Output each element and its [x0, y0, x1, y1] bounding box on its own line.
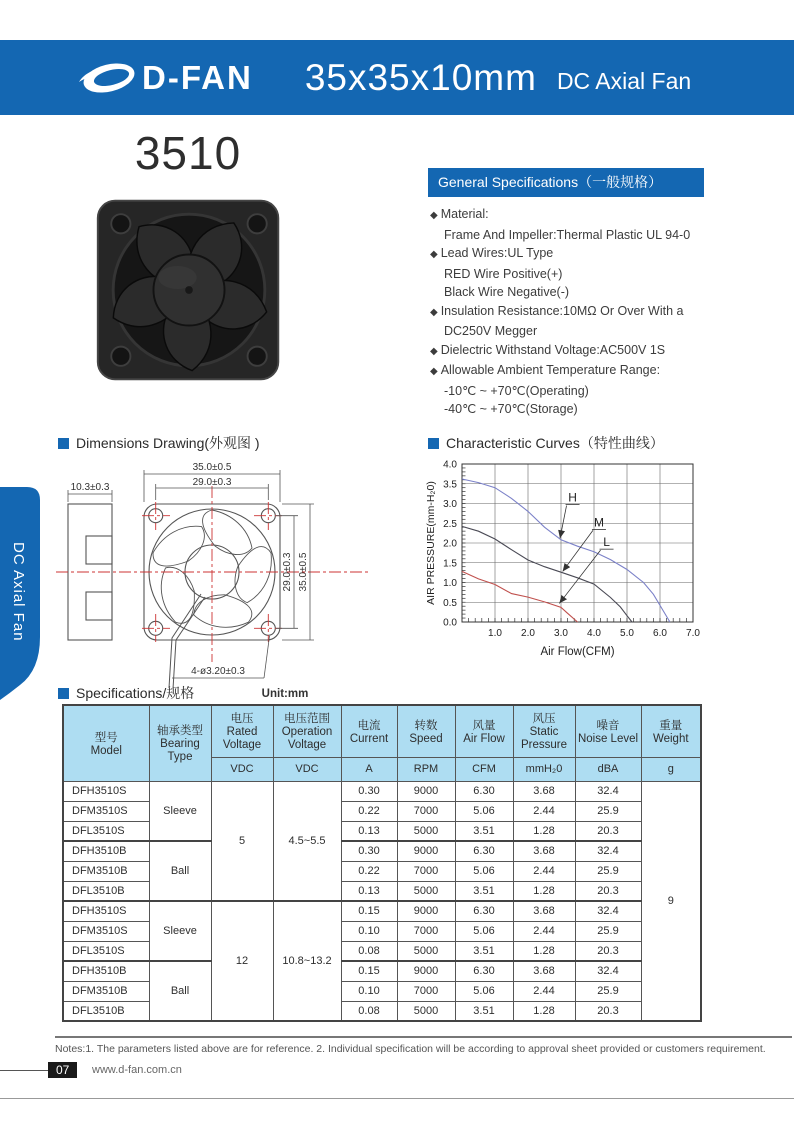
spec-item: RED Wire Positive(+) [444, 266, 563, 281]
current-cell: 0.13 [341, 821, 397, 841]
air-flow-cell: 6.30 [455, 841, 513, 861]
diamond-bullet-icon: ◆ [430, 366, 438, 377]
noise-cell: 20.3 [575, 941, 641, 961]
current-cell: 0.10 [341, 921, 397, 941]
curves-title-text: Characteristic Curves（特性曲线） [446, 435, 664, 451]
speed-cell: 7000 [397, 801, 455, 821]
svg-text:1.5: 1.5 [443, 558, 457, 570]
noise-cell: 25.9 [575, 981, 641, 1001]
speed-cell: 5000 [397, 941, 455, 961]
speed-cell: 9000 [397, 961, 455, 981]
model-cell: DFL3510S [63, 821, 149, 841]
section-marker-icon [58, 438, 69, 449]
air-flow-cell: 3.51 [455, 1001, 513, 1021]
characteristic-curves-chart [424, 450, 789, 685]
speed-cell: 7000 [397, 861, 455, 881]
diamond-bullet-icon: ◆ [430, 210, 438, 221]
rated-voltage-cell: 12 [211, 901, 273, 1021]
dim-outer-height: 35.0±0.5 [298, 552, 309, 592]
dim-hole-pitch-h: 29.0±0.3 [192, 477, 232, 488]
svg-text:2.0: 2.0 [443, 538, 457, 550]
unit-label: Unit:mm [261, 688, 309, 700]
dim-holes: 4-ø3.20±0.3 [191, 666, 245, 677]
notes-text: Notes:1. The parameters listed above are for reference. 2. Individual specification will be according to approval sheet provided or customers requirement. [55, 1043, 766, 1055]
svg-text:2.0: 2.0 [521, 628, 535, 639]
operation-voltage-cell: 10.8~13.2 [273, 901, 341, 1021]
noise-cell: 20.3 [575, 1001, 641, 1021]
noise-cell: 25.9 [575, 861, 641, 881]
speed-cell: 9000 [397, 781, 455, 801]
operation-voltage-cell: 4.5~5.5 [273, 781, 341, 901]
table-row [63, 901, 701, 921]
air-flow-cell: 5.06 [455, 921, 513, 941]
spec-item: DC250V Megger [444, 324, 538, 338]
current-cell: 0.08 [341, 1001, 397, 1021]
noise-cell: 25.9 [575, 801, 641, 821]
model-number-title: 3510 [134, 127, 242, 179]
diamond-bullet-icon: ◆ [430, 306, 438, 318]
column-header: 重量 Weight [641, 705, 701, 757]
column-header: 电压范围 Operation Voltage [273, 705, 341, 757]
svg-text:5.0: 5.0 [620, 628, 634, 639]
static-pressure-cell: 1.28 [513, 821, 575, 841]
general-specifications-list [428, 205, 704, 419]
static-pressure-cell: 2.44 [513, 981, 575, 1001]
table-header [63, 705, 701, 781]
page-number-badge: 07 [48, 1062, 77, 1078]
static-pressure-cell: 3.68 [513, 841, 575, 861]
svg-text:3.0: 3.0 [554, 628, 568, 639]
current-cell: 0.08 [341, 941, 397, 961]
svg-text:L: L [603, 535, 610, 550]
speed-cell: 7000 [397, 981, 455, 1001]
model-cell: DFH3510S [63, 781, 149, 801]
model-cell: DFM3510B [63, 861, 149, 881]
speed-cell: 5000 [397, 821, 455, 841]
svg-text:3.0: 3.0 [443, 499, 457, 510]
spec-item: ◆ Material: [430, 207, 489, 221]
column-header: 转数 Speed [397, 705, 455, 757]
section-marker-icon [428, 438, 439, 449]
static-pressure-cell: 2.44 [513, 861, 575, 881]
svg-text:M: M [593, 515, 604, 530]
speed-cell: 7000 [397, 921, 455, 941]
specifications-table [62, 704, 702, 1022]
unit-header: dBA [575, 757, 641, 781]
spec-item: ◆ Lead Wires:UL Type [430, 246, 554, 260]
svg-text:AIR PRESSURE(mm-H₂0): AIR PRESSURE(mm-H₂0) [425, 481, 437, 605]
svg-text:H: H [568, 490, 577, 505]
model-cell: DFL3510S [63, 941, 149, 961]
dimensions-drawing [52, 452, 412, 717]
current-cell: 0.22 [341, 861, 397, 881]
unit-header: VDC [211, 757, 273, 781]
unit-header: VDC [273, 757, 341, 781]
noise-cell: 32.4 [575, 901, 641, 921]
noise-cell: 32.4 [575, 961, 641, 981]
unit-header: g [641, 757, 701, 781]
website-link[interactable]: www.d-fan.com.cn [92, 1064, 182, 1076]
column-header: 型号 Model [63, 705, 149, 781]
dim-hole-pitch-v: 29.0±0.3 [282, 552, 293, 592]
svg-text:1.0: 1.0 [443, 578, 457, 589]
weight-cell: 9 [641, 781, 701, 1021]
current-cell: 0.15 [341, 901, 397, 921]
static-pressure-cell: 3.68 [513, 901, 575, 921]
air-flow-cell: 5.06 [455, 981, 513, 1001]
noise-cell: 20.3 [575, 821, 641, 841]
static-pressure-cell: 1.28 [513, 941, 575, 961]
static-pressure-cell: 2.44 [513, 801, 575, 821]
current-cell: 0.30 [341, 841, 397, 861]
static-pressure-cell: 3.68 [513, 781, 575, 801]
svg-text:3.5: 3.5 [443, 479, 457, 491]
model-cell: DFM3510B [63, 981, 149, 1001]
svg-text:6.0: 6.0 [653, 628, 667, 639]
static-pressure-cell: 3.68 [513, 961, 575, 981]
spec-item: Frame And Impeller:Thermal Plastic UL 94-0 [444, 227, 691, 242]
bearing-cell: Ball [149, 841, 211, 901]
bearing-cell: Ball [149, 961, 211, 1021]
model-cell: DFL3510B [63, 881, 149, 901]
unit-header: RPM [397, 757, 455, 781]
notes-divider [55, 1036, 792, 1038]
table-row [63, 781, 701, 801]
noise-cell: 32.4 [575, 841, 641, 861]
air-flow-cell: 3.51 [455, 881, 513, 901]
speed-cell: 5000 [397, 881, 455, 901]
model-cell: DFH3510S [63, 901, 149, 921]
dim-thickness: 10.3±0.3 [70, 482, 110, 493]
fan-size-title: 35x35x10mm [304, 56, 537, 98]
brand-name: D-FAN [142, 58, 253, 96]
table-row [63, 961, 701, 981]
speed-cell: 9000 [397, 841, 455, 861]
spec-item: -10℃ ~ +70℃(Operating) [444, 383, 589, 398]
column-header: 电流 Current [341, 705, 397, 757]
header-band [0, 40, 794, 115]
static-pressure-cell: 1.28 [513, 1001, 575, 1021]
general-specifications-header: General Specifications（一般规格） [428, 168, 704, 197]
model-cell: DFM3510S [63, 801, 149, 821]
air-flow-cell: 3.51 [455, 821, 513, 841]
svg-text:4.0: 4.0 [587, 628, 601, 639]
air-flow-cell: 6.30 [455, 961, 513, 981]
column-header: 风量 Air Flow [455, 705, 513, 757]
swoosh-logo-icon [76, 56, 138, 100]
column-header: 噪音 Noise Level [575, 705, 641, 757]
dimensions-title-text: Dimensions Drawing(外观图 ) [76, 435, 260, 451]
unit-header: mmH₂0 [513, 757, 575, 781]
static-pressure-cell: 1.28 [513, 881, 575, 901]
page-number-line [0, 1070, 48, 1071]
spec-item: ◆ Dielectric Withstand Voltage:AC500V 1S [430, 342, 666, 357]
front-view [143, 504, 283, 646]
fan-product-photo [93, 194, 285, 386]
air-flow-cell: 5.06 [455, 801, 513, 821]
table-body [63, 781, 701, 1021]
noise-cell: 32.4 [575, 781, 641, 801]
column-header: 电压 Rated Voltage [211, 705, 273, 757]
centerlines [56, 486, 370, 662]
column-header: 风压 Static Pressure [513, 705, 575, 757]
svg-text:2.5: 2.5 [443, 518, 457, 530]
current-cell: 0.30 [341, 781, 397, 801]
bearing-cell: Sleeve [149, 781, 211, 841]
bearing-cell: Sleeve [149, 901, 211, 961]
model-cell: DFH3510B [63, 841, 149, 861]
noise-cell: 25.9 [575, 921, 641, 941]
static-pressure-cell: 2.44 [513, 921, 575, 941]
unit-header: CFM [455, 757, 513, 781]
diamond-bullet-icon: ◆ [430, 249, 438, 260]
air-flow-cell: 3.51 [455, 941, 513, 961]
dimensions-section-title [58, 433, 260, 453]
side-tab-label: DC Axial Fan [10, 542, 27, 642]
noise-cell: 20.3 [575, 881, 641, 901]
spec-item: ◆ Insulation Resistance:10MΩ Or Over With a [430, 303, 684, 318]
current-cell: 0.22 [341, 801, 397, 821]
svg-text:0.0: 0.0 [443, 617, 457, 629]
table-row [63, 841, 701, 861]
svg-text:1.0: 1.0 [488, 628, 502, 639]
model-cell: DFL3510B [63, 1001, 149, 1021]
general-specifications-section [428, 168, 704, 419]
bottom-divider [0, 1098, 794, 1099]
svg-text:7.0: 7.0 [686, 628, 700, 639]
current-cell: 0.15 [341, 961, 397, 981]
brand-logo [76, 56, 253, 100]
unit-header: A [341, 757, 397, 781]
dim-outer-width: 35.0±0.5 [192, 462, 232, 473]
column-header: 轴承类型 Bearing Type [149, 705, 211, 781]
air-flow-cell: 6.30 [455, 781, 513, 801]
spec-item: Black Wire Negative(-) [444, 285, 570, 299]
model-cell: DFH3510B [63, 961, 149, 981]
speed-cell: 9000 [397, 901, 455, 921]
air-flow-cell: 6.30 [455, 901, 513, 921]
svg-text:4.0: 4.0 [443, 459, 457, 471]
spec-item: -40℃ ~ +70℃(Storage) [444, 402, 578, 416]
spec-item: ◆ Allowable Ambient Temperature Range: [430, 363, 661, 377]
rated-voltage-cell: 5 [211, 781, 273, 901]
side-tab-dc-axial-fan [0, 487, 42, 702]
current-cell: 0.10 [341, 981, 397, 1001]
diamond-bullet-icon: ◆ [430, 345, 438, 357]
svg-text:Air Flow(CFM): Air Flow(CFM) [540, 646, 615, 658]
current-cell: 0.13 [341, 881, 397, 901]
fan-product-type: DC Axial Fan [556, 68, 692, 94]
air-flow-cell: 5.06 [455, 861, 513, 881]
specifications-title-text: Specifications/规格 [76, 685, 195, 701]
speed-cell: 5000 [397, 1001, 455, 1021]
model-cell: DFM3510S [63, 921, 149, 941]
svg-text:0.5: 0.5 [443, 597, 457, 609]
